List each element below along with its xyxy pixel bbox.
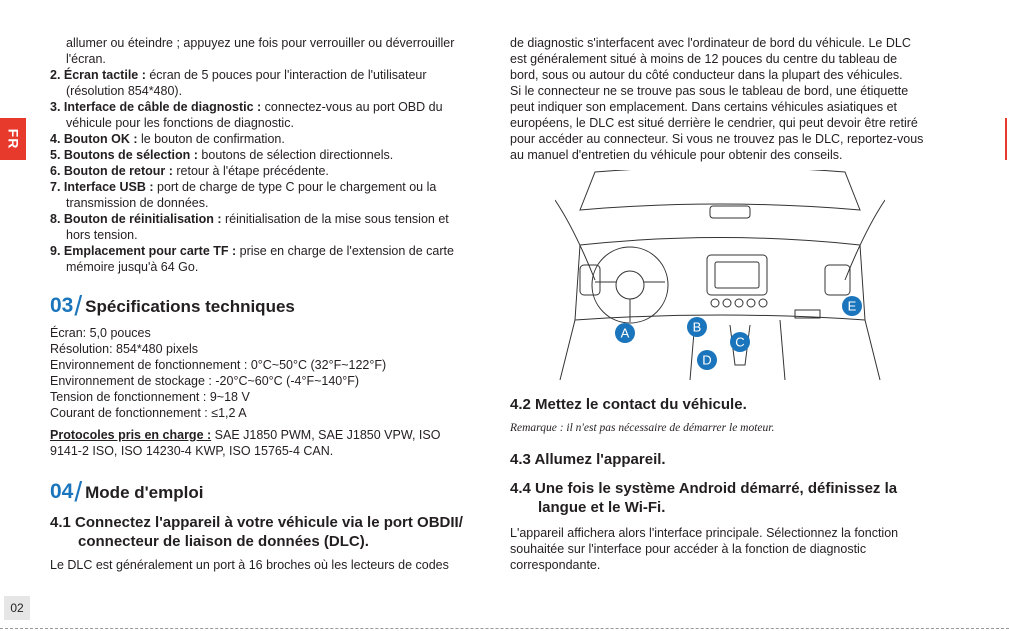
marker-c (730, 332, 750, 352)
marker-a (615, 323, 635, 343)
feature-label: 8. Bouton de réinitialisation : (50, 212, 222, 226)
feature-text: port de charge de type C pour le chargement ou la (153, 180, 437, 194)
body-line: de diagnostic s'interfacent avec l'ordinateur de bord du véhicule. Le DLC (510, 36, 911, 50)
marker-a-label: A (620, 325, 630, 341)
step-heading-line: 4.1 Connectez l'appareil à votre véhicule via le port OBDII/ (50, 514, 463, 531)
marker-b (687, 317, 707, 337)
section-heading (50, 290, 490, 321)
body-line: au manuel d'entretien du véhicule pour obtenir des conseils. (510, 148, 843, 162)
center-screen-inner (715, 262, 759, 288)
step-heading-line: langue et le Wi-Fi. (538, 499, 666, 516)
vent-left (580, 265, 600, 295)
body-line: Si le connecteur ne se trouve pas sous le tableau de bord, une étiquette (510, 84, 909, 98)
marker-b-label: B (692, 319, 702, 335)
feature-text: le bouton de confirmation. (137, 132, 285, 146)
dashboard-illustration (555, 170, 885, 380)
feature-text-cont: (résolution 854*480). (66, 84, 183, 98)
marker-d-label: D (702, 352, 712, 368)
feature-label: 3. Interface de câble de diagnostic : (50, 100, 262, 114)
feature-item (50, 243, 490, 275)
windshield-top (580, 170, 860, 210)
rearview-mirror (710, 206, 750, 218)
page-bottom-rule (0, 628, 1009, 629)
left-column (50, 35, 490, 573)
step-heading-line: 4.4 Une fois le système Android démarré, définissez la (510, 480, 898, 497)
marker-e-label: E (847, 298, 857, 314)
protocols-text: SAE J1850 PWM, SAE J1850 VPW, ISO (211, 428, 441, 442)
feature-label: 6. Bouton de retour : (50, 164, 173, 178)
section-title: Mode d'emploi (85, 483, 204, 502)
body-line: bord, sous ou autour du côté conducteur dans la plupart des véhicules. (510, 68, 903, 82)
feature-item (50, 147, 490, 163)
feature-item (50, 67, 490, 99)
feature-item (50, 179, 490, 211)
feature-text-cont: véhicule pour les fonctions de diagnostic. (66, 116, 294, 130)
spec-line: Tension de fonctionnement : 9~18 V (50, 390, 250, 404)
intro-line: l'écran. (66, 52, 106, 66)
door-lines (560, 320, 880, 380)
feature-item (50, 163, 490, 179)
feature-label: 7. Interface USB : (50, 180, 154, 194)
section-slash: / (74, 476, 83, 507)
protocols-line (50, 427, 490, 443)
feature-text: prise en charge de l'extension de carte (236, 244, 454, 258)
feature-text: écran de 5 pouces pour l'interaction de l'utilisateur (145, 68, 427, 82)
step-heading: 4.2 Mettez le contact du véhicule. (510, 396, 747, 413)
marker-c-label: C (735, 334, 745, 350)
section-number: 04 (50, 480, 74, 503)
step-heading-line: connecteur de liaison de données (DLC). (78, 533, 369, 550)
body-line: peut indiquer son emplacement. Dans certains véhicules asiatiques et (510, 100, 898, 114)
edge-marker (1005, 118, 1007, 160)
specs-list (50, 325, 490, 421)
body-line: L'appareil affichera alors l'interface principale. Sélectionnez la fonction (510, 526, 899, 540)
protocols-label: Protocoles pris en charge : (50, 428, 212, 442)
feature-text-cont: transmission de données. (66, 196, 209, 210)
body-line: est généralement situé à moins de 12 pouces du centre du tableau de (510, 52, 898, 66)
section-slash: / (74, 290, 83, 321)
steering-hub (616, 271, 644, 299)
marker-e (842, 296, 862, 316)
a-pillar-left (555, 200, 595, 280)
vent-right (825, 265, 850, 295)
spec-line: Courant de fonctionnement : ≤1,2 A (50, 406, 247, 420)
feature-item (50, 99, 490, 131)
feature-text: retour à l'étape précédente. (172, 164, 329, 178)
step-heading (510, 479, 955, 517)
language-tab-label: FR (4, 128, 21, 150)
intro-line: allumer ou éteindre ; appuyez une fois pour verrouiller ou déverrouiller (66, 36, 455, 50)
feature-text-cont: hors tension. (66, 228, 138, 242)
body-text: Le DLC est généralement un port à 16 broches où les lecteurs de codes (50, 558, 449, 572)
section-number: 03 (50, 294, 74, 317)
body-line: correspondante. (510, 558, 601, 572)
feature-text-cont: mémoire jusqu'à 64 Go. (66, 260, 199, 274)
feature-text: réinitialisation de la mise sous tension et (221, 212, 449, 226)
spec-line: Résolution: 854*480 pixels (50, 342, 199, 356)
language-tab (0, 118, 26, 160)
section-heading (50, 476, 490, 507)
feature-label: 4. Bouton OK : (50, 132, 138, 146)
step-heading: 4.3 Allumez l'appareil. (510, 451, 666, 468)
body-line: souhaitée sur l'interface pour accéder à la fonction de diagnostic (510, 542, 867, 556)
remark-text: Remarque : il n'est pas nécessaire de démarrer le moteur. (510, 422, 775, 434)
feature-text: connectez-vous au port OBD du (261, 100, 443, 114)
feature-label: 2. Écran tactile : (50, 68, 146, 82)
page-number: 02 (4, 596, 30, 620)
feature-label: 5. Boutons de sélection : (50, 148, 198, 162)
body-line: pour accéder au connecteur. Si vous ne trouvez pas le DLC, reportez-vous (510, 132, 924, 146)
protocols-line: 9141-2 ISO, ISO 14230-4 KWP, ISO 15765-4 CAN. (50, 444, 334, 458)
feature-text: boutons de sélection directionnels. (197, 148, 394, 162)
final-paragraph (510, 525, 955, 573)
spec-line: Environnement de fonctionnement : 0°C~50°C (32°F~122°F) (50, 358, 387, 372)
marker-d (697, 350, 717, 370)
feature-item (50, 131, 490, 147)
center-screen (707, 255, 767, 295)
spec-line: Écran: 5,0 pouces (50, 326, 151, 340)
body-line: européens, le DLC est situé derrière le cendrier, qui peut devoir être retiré (510, 116, 918, 130)
dashboard-body (575, 238, 865, 321)
feature-item (50, 211, 490, 243)
section-title: Spécifications techniques (85, 297, 295, 316)
step-heading (50, 513, 490, 551)
feature-label: 9. Emplacement pour carte TF : (50, 244, 237, 258)
a-pillar-right (845, 200, 885, 280)
spec-line: Environnement de stockage : -20°C~60°C (-4°F~140°F) (50, 374, 360, 388)
